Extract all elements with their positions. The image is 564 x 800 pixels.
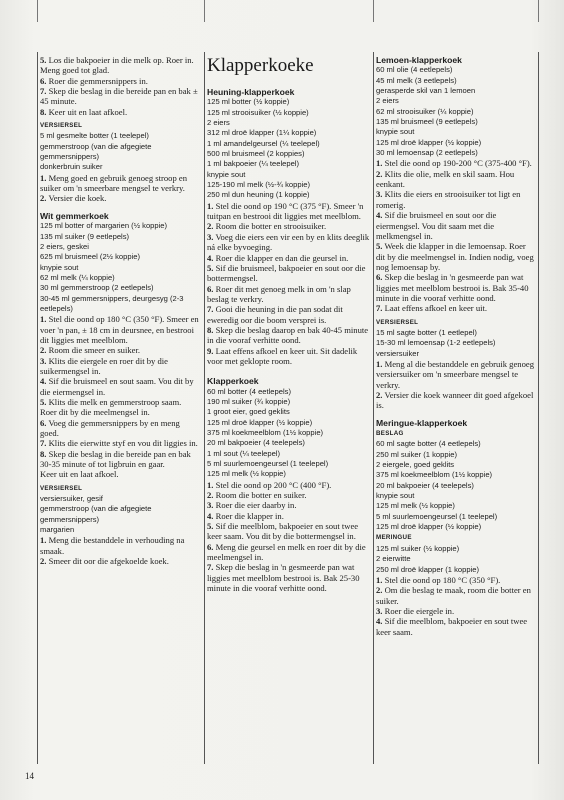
method-step <box>207 346 370 367</box>
ingredient-line: knypie sout <box>207 169 246 179</box>
ingredient-line: 125 ml melk (½ koppie) <box>376 501 455 511</box>
method-step <box>376 585 536 606</box>
column-rule <box>37 52 38 764</box>
column-rule-top <box>204 0 205 22</box>
method-step <box>207 325 370 346</box>
step-number: 6. <box>40 75 47 86</box>
meringue-ingredients <box>376 544 536 575</box>
step-text: Sif die meelblom, bakpoeier en sout twee keer saam. <box>376 616 528 637</box>
meringue-steps <box>376 575 536 637</box>
step-number: 2. <box>40 345 47 356</box>
step-text: Room die smeer en suiker. <box>46 345 141 356</box>
step-number: 7. <box>376 303 383 314</box>
step-number: 1. <box>40 314 47 325</box>
steps-continued <box>40 55 200 117</box>
ingredient-line: 15 ml sagte botter (1 eetlepel) <box>376 327 477 337</box>
ingredient-line: 375 ml koekmeelblom (1½ koppie) <box>207 428 324 437</box>
method-step <box>376 575 536 585</box>
step-text: Laat effens afkoel en keer uit. Sit dadelik voor met geklopte room. <box>207 345 358 366</box>
ingredient-line: gerasperde skil van 1 lemoen <box>376 86 476 96</box>
method-step <box>376 390 536 411</box>
step-number: 8. <box>40 106 47 117</box>
step-number: 5. <box>376 241 383 252</box>
step-text: Stel die oond op 190-200 °C (375-400 °F). <box>382 158 532 169</box>
method-step <box>207 500 370 510</box>
step-text: Laat effens afkoel en keer uit. <box>382 303 488 314</box>
recipe-title-lemoen: Lemoen-klapperkoek <box>376 55 462 65</box>
ingredient-line: 60 ml sagte botter (4 eetlepels) <box>376 439 481 449</box>
ingredient-line: 312 ml droë klapper (1¼ koppie) <box>207 128 317 138</box>
method-step <box>376 189 536 210</box>
method-step <box>207 304 370 325</box>
column-left <box>40 55 200 567</box>
ingredient-line: 125 ml botter (½ koppie) <box>207 97 290 107</box>
step-text: Skep die beslag in 'n gesmeerde pan wat liggies met meelblom bestrooi is. Bak 25-30 minute in die vooraf verhitte oond. <box>207 562 360 594</box>
step-text: Keer uit en laat afkoel. <box>40 469 119 480</box>
step-text: Roer dit met genoeg melk in om 'n slap beslag te verkry. <box>207 283 351 304</box>
method-step <box>207 511 370 521</box>
step-number: 2. <box>376 390 383 400</box>
column-rule-top <box>373 0 374 22</box>
klapper-steps <box>207 480 370 594</box>
step-number: 8. <box>40 448 47 459</box>
method-step <box>40 356 200 377</box>
method-step <box>207 201 370 222</box>
method-step <box>40 173 200 194</box>
column-rule-top <box>37 0 38 22</box>
step-number: 6. <box>376 272 383 283</box>
method-step <box>376 272 536 303</box>
column-rule <box>204 52 205 764</box>
ingredient-line: 125 ml melk (½ koppie) <box>207 469 286 479</box>
ingredient-line: 1 groot eier, goed geklits <box>207 407 290 417</box>
ingredient-line: 30 ml gemmerstroop (2 eetlepels) <box>40 283 154 293</box>
step-number: 4. <box>40 376 47 387</box>
lemoen-steps <box>376 158 536 313</box>
ingredient-line: 45 ml melk (3 eetlepels) <box>376 75 457 85</box>
step-number: 7. <box>40 86 47 97</box>
method-step <box>376 169 536 190</box>
step-text: Klits die eierwitte styf en vou dit liggies in. <box>46 438 198 449</box>
ingredient-line: 30-45 ml gemmersnippers, deurgesyg (2-3 eetlepels) <box>40 293 184 313</box>
ingredient-line: 2 eiergele, goed geklits <box>376 460 455 470</box>
versiersel2-ingredients <box>40 494 200 535</box>
method-step <box>40 535 200 556</box>
klapper-ingredients <box>207 387 370 480</box>
ingredient-line: 250 ml dun heuning (1 koppie) <box>207 190 310 200</box>
step-number: 5. <box>40 397 47 407</box>
ingredient-line: versiersuiker, gesif <box>40 494 103 504</box>
step-number: 3. <box>207 500 214 511</box>
method-step <box>40 193 200 203</box>
method-step <box>207 480 370 490</box>
step-number: 1. <box>376 358 383 369</box>
step-number: 2. <box>376 168 383 179</box>
step-number: 5. <box>207 521 214 532</box>
versiersel-heading-2: VERSIERSEL <box>40 484 83 492</box>
ingredient-line: knypie sout <box>376 491 415 501</box>
step-number: 6. <box>207 541 214 552</box>
beslag-heading: BESLAG <box>376 430 404 438</box>
step-text: Keer uit en laat afkoel. <box>46 106 128 117</box>
step-text: Klits die olie, melk en skil saam. Hou eenkant. <box>376 168 515 190</box>
ingredient-line: 5 ml suurlemoengeursel (1 teelepel) <box>207 459 329 469</box>
step-number: 2. <box>40 556 47 567</box>
step-number: 3. <box>376 605 383 616</box>
wit-ingredients <box>40 221 200 314</box>
method-step <box>40 76 200 86</box>
ingredient-line: 20 ml bakpoeier (4 teelepels) <box>207 438 305 448</box>
recipe-title-klapperkoek: Klapperkoek <box>207 376 259 387</box>
ingredient-line: 125 ml droë klapper (½ koppie) <box>376 137 482 147</box>
method-step <box>40 55 200 76</box>
ingredient-line: 125 ml droë klapper (½ koppie) <box>207 417 313 427</box>
heuning-ingredients <box>207 97 370 200</box>
step-number: 7. <box>207 304 214 315</box>
ingredient-line: 125 ml droë klapper (½ koppie) <box>376 522 482 532</box>
method-step <box>40 107 200 117</box>
step-text: Sif die bruismeel, bakpoeier en sout oor die bottermengsel. <box>207 262 366 284</box>
step-text: Week die klapper in die lemoensap. Roer dit by die meelmengsel in. Indien nodig, voeg nog lemoensap by. <box>376 241 534 272</box>
step-number: 7. <box>207 562 214 573</box>
ingredient-line: 2 eierwitte <box>376 554 411 564</box>
method-step <box>207 284 370 305</box>
step-text: Roer die gemmersnippers in. <box>46 75 148 86</box>
ingredient-line: 20 ml bakpoeier (4 teelepels) <box>376 480 474 490</box>
ingredient-line: 1 ml bakpoeier (¼ teelepel) <box>207 159 300 169</box>
method-step <box>207 562 370 593</box>
method-step <box>40 449 200 470</box>
ingredient-line: 30 ml lemoensap (2 eetlepels) <box>376 148 478 158</box>
step-number: 2. <box>40 193 47 204</box>
ingredient-line: 62 ml melk (¼ koppie) <box>40 272 115 282</box>
method-step <box>376 241 536 272</box>
step-text: Gooi die heuning in die pan sodat dit eweredig oor die boom versprei is. <box>207 304 343 325</box>
column-middle <box>207 55 370 594</box>
method-step <box>376 359 536 390</box>
step-number: 4. <box>376 616 383 627</box>
meringue-heading: MERINGUE <box>376 534 412 542</box>
step-number: 2. <box>207 490 214 501</box>
method-step <box>376 303 536 313</box>
versiersel2-steps <box>40 535 200 566</box>
step-text: Voeg die eiers een vir een by en klits deeglik ná elke byvoeging. <box>207 231 370 253</box>
ingredient-line: 125 ml botter of margarien (½ koppie) <box>40 221 168 231</box>
ingredient-line: 135 ml suiker (9 eetlepels) <box>40 231 130 241</box>
step-number: 3. <box>207 231 214 242</box>
method-step <box>40 469 200 479</box>
step-text: Klits die melk en gemmerstroop saam. Roer dit by die meelmengsel in. <box>40 397 182 418</box>
method-step <box>40 556 200 566</box>
wit-steps <box>40 314 200 480</box>
page-title: Klapperkoeke <box>207 55 314 76</box>
step-text: Voeg die gemmersnippers by en meng goed. <box>40 417 180 439</box>
step-number: 2. <box>376 585 383 596</box>
ingredient-line: 1 ml sout (¼ teelepel) <box>207 448 281 458</box>
ingredient-line: 135 ml bruismeel (9 eetlepels) <box>376 117 478 127</box>
ingredient-line: 250 ml droë klapper (1 koppie) <box>376 564 479 574</box>
step-text: Meng goed en gebruik genoeg stroop en suiker om 'n smeerbare mengsel te verkry. <box>40 172 188 194</box>
method-step <box>40 345 200 355</box>
method-step <box>207 221 370 231</box>
step-text: Versier die koek. <box>46 193 107 204</box>
ingredient-line: 2 eiers <box>207 118 230 128</box>
ingredient-line: 625 ml bruismeel (2½ koppie) <box>40 252 141 262</box>
method-step <box>376 616 536 637</box>
method-step <box>40 314 200 345</box>
step-text: Skep die beslag daarop en bak 40-45 minute in die vooraf verhitte oond. <box>207 324 369 346</box>
step-number: 4. <box>207 252 214 263</box>
step-number: 3. <box>376 189 383 200</box>
ingredient-line: 2 eiers <box>376 96 399 106</box>
versiersel-ingredients <box>40 131 200 172</box>
ingredient-line: donkerbruin suiker <box>40 162 103 172</box>
step-text: Stel die oond op 180 °C (350 °F). Smeer en voer 'n pan, ± 18 cm in deursnee, en bestrooi dit liggies met meelblom. <box>40 314 199 345</box>
ingredient-line: 125 ml suiker (½ koppie) <box>376 543 460 553</box>
step-text: Sif die bruismeel en sout saam. Vou dit by die eiermengsel in. <box>40 376 194 397</box>
method-step <box>207 253 370 263</box>
versiersel3-steps <box>376 359 536 411</box>
ingredient-line: 60 ml botter (4 eetlepels) <box>207 386 291 396</box>
method-step <box>376 606 536 616</box>
versiersel-heading: VERSIERSEL <box>40 122 83 130</box>
step-number: 4. <box>207 510 214 521</box>
method-step <box>207 521 370 542</box>
step-text: Sif die meelblom, bakpoeier en sout twee keer saam. Vou dit by die bottermengsel in. <box>207 521 359 542</box>
step-number: 1. <box>376 158 383 169</box>
method-step <box>40 397 200 418</box>
step-text: Klits die eiers en strooisuiker tot ligt en romerig. <box>376 189 521 210</box>
step-text: Roer die klapper in. <box>213 510 284 521</box>
page-number: 14 <box>25 771 34 781</box>
method-step <box>40 438 200 448</box>
method-step <box>40 86 200 107</box>
step-text: Los die bakpoeier in die melk op. Roer in. Meng goed tot glad. <box>40 55 194 76</box>
column-rule <box>373 52 374 764</box>
column-rule-top <box>538 0 539 22</box>
ingredient-line: 15-30 ml lemoensap (1-2 eetlepels) <box>376 338 496 348</box>
step-number: 1. <box>40 535 47 546</box>
method-step <box>207 232 370 253</box>
step-number: 1. <box>207 200 214 211</box>
ingredient-line: 5 ml gesmelte botter (1 teelepel) <box>40 131 149 141</box>
step-text: Versier die koek wanneer dit goed afgekoel is. <box>376 390 534 411</box>
ingredient-line: 125-190 ml melk (½-¾ koppie) <box>207 180 310 190</box>
column-right <box>376 55 536 637</box>
ingredient-line: 5 ml suurlemoengeursel (1 teelepel) <box>376 511 498 521</box>
ingredient-line: versiersuiker <box>376 348 420 358</box>
ingredient-line: 1 ml amandelgeursel (¼ teelepel) <box>207 138 320 148</box>
step-number: 1. <box>376 574 383 585</box>
recipe-title-meringue: Meringue-klapperkoek <box>376 417 468 428</box>
method-step <box>40 376 200 397</box>
ingredient-line: 190 ml suiker (¾ koppie) <box>207 396 291 406</box>
step-text: Stel die oond op 200 °C (400 °F). <box>213 479 332 490</box>
step-number: 9. <box>207 345 214 356</box>
ingredient-line: knypie sout <box>376 127 415 137</box>
beslag-ingredients <box>376 439 536 532</box>
ingredient-line: 62 ml strooisuiker (¼ koppie) <box>376 106 474 116</box>
step-text: Room die botter en strooisuiker. <box>213 221 327 232</box>
step-number: 7. <box>40 438 47 449</box>
ingredient-line: 375 ml koekmeelblom (1½ koppie) <box>376 470 493 480</box>
step-text: Meng al die bestanddele en gebruik genoeg versiersuiker om 'n smeerbare mengsel te verkry. <box>376 358 534 390</box>
ingredient-line: 500 ml bruismeel (2 koppies) <box>207 149 305 159</box>
step-text: Skep die beslag in die bereide pan en bak 30-35 minute of tot ligbruin en gaar. <box>40 448 191 470</box>
step-number: 1. <box>207 479 214 490</box>
column-rule <box>538 52 539 764</box>
step-number: 8. <box>207 324 214 335</box>
step-number: 2. <box>207 221 214 232</box>
versiersel-steps <box>40 173 200 204</box>
ingredient-line: gemmerstroop (van die afgegiete gemmersnippers) <box>40 504 152 524</box>
step-text: Stel die oond op 180 °C (350 °F). <box>382 574 501 585</box>
ingredient-line: 2 eiers, geskei <box>40 241 89 251</box>
step-text: Stel die oond op 190 °C (375 °F). Smeer 'n tuitpan en bestrooi dit liggies met meelblom. <box>207 200 364 222</box>
method-step <box>376 210 536 241</box>
method-step <box>207 490 370 500</box>
ingredient-line: gemmerstroop (van die afgegiete gemmersnippers) <box>40 141 152 162</box>
step-text: Skep die beslag in 'n gesmeerde pan wat liggies met meelblom bestrooi is. Bak 35-40 minute in die vooraf verhitte oond. <box>376 272 529 303</box>
step-text: Room die botter en suiker. <box>213 490 307 501</box>
step-number: 5. <box>40 55 47 65</box>
step-text: Sif die bruismeel en sout oor die eiermengsel. Vou dit saam met die melkmengsel in. <box>376 210 497 241</box>
step-text: Roer die klapper en dan die geursel in. <box>213 252 349 263</box>
step-number: 1. <box>40 172 47 183</box>
recipe-title-wit-gemmerkoek: Wit gemmerkoek <box>40 210 109 221</box>
step-number: 6. <box>207 283 214 294</box>
step-text: Meng die geursel en melk en roer dit by die meelmengsel in. <box>207 541 366 563</box>
versiersel3-ingredients <box>376 328 536 359</box>
step-number: 4. <box>376 210 383 221</box>
step-text: Om die beslag te maak, room die botter en suiker. <box>376 585 531 606</box>
recipe-title-heuning: Heuning-klapperkoek <box>207 87 295 97</box>
step-text: Meng die bestanddele in verhouding na smaak. <box>40 535 185 556</box>
ingredient-line: knypie sout <box>40 262 79 272</box>
step-number: 6. <box>40 417 47 428</box>
versiersel-heading-3: VERSIERSEL <box>376 318 419 326</box>
method-step <box>207 263 370 284</box>
method-step <box>40 418 200 439</box>
ingredient-line: 125 ml strooisuiker (½ koppie) <box>207 107 309 117</box>
step-text: Smeer dit oor die afgekoelde koek. <box>46 556 169 567</box>
step-text: Roer die eiergele in. <box>382 605 455 616</box>
ingredient-line: margarien <box>40 525 75 535</box>
step-text: Roer die eier daarby in. <box>213 500 297 511</box>
step-number: 3. <box>40 355 47 366</box>
ingredient-line: 60 ml olie (4 eetlepels) <box>376 65 453 75</box>
step-text: Skep die beslag in die bereide pan en bak ± 45 minute. <box>40 86 198 107</box>
heuning-steps <box>207 201 370 367</box>
method-step <box>207 542 370 563</box>
ingredient-line: 250 ml suiker (1 koppie) <box>376 449 458 459</box>
method-step <box>376 158 536 168</box>
step-number: 5. <box>207 262 214 273</box>
lemoen-ingredients <box>376 65 536 158</box>
step-text: Klits die eiergele en roer dit by die suikermengsel in. <box>40 355 168 376</box>
